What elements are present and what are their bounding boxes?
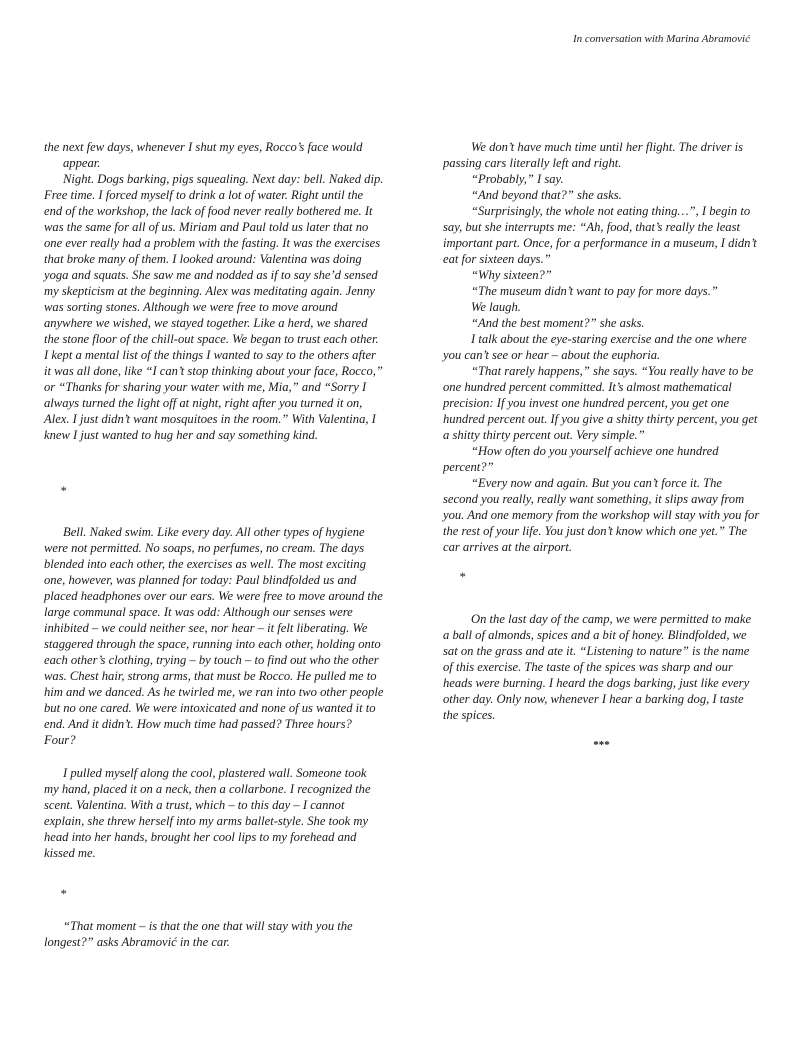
paragraph: “Why sixteen?” (471, 268, 552, 282)
paragraph: “That moment – is that the one that will stay with you the longest?” asks Abramović in the car. (44, 919, 353, 949)
section-separator: * (459, 570, 466, 584)
paragraph: “Surprisingly, the whole not eating thing…”, I begin to say, but she interrupts me: “Ah, food, that’s really the least important part. Once, for a performance in a museum, I didn’t eat for sixteen days.” (443, 204, 757, 266)
paragraph: “The museum didn’t want to pay for more days.” (471, 284, 718, 298)
paragraph: “Every now and again. But you can’t force it. The second you really, really want something, it slips away from you. And one memory from the workshop will stay with you for the rest of your life. You just don’t know which one yet.” The car arrives at the airport. (443, 476, 760, 554)
paragraph: We laugh. (471, 300, 521, 314)
paragraph: “And beyond that?” she asks. (471, 188, 622, 202)
section-separator: * (60, 484, 67, 498)
paragraph: On the last day of the camp, we were permitted to make a ball of almonds, spices and a bit of honey. Blindfolded, we sat on the grass and ate it. “Listening to nature” is the name of this exercise. The taste of the spices was sharp and our heads were burning. I heard the dogs barking, just like every other day. Only now, whenever I hear a barking dog, I taste the spices. (443, 612, 752, 722)
paragraph: “And the best moment?” she asks. (471, 316, 645, 330)
paragraph: I talk about the eye-staring exercise and the one where you can’t see or hear – about the euphoria. (443, 332, 747, 362)
end-mark: *** (593, 739, 610, 751)
paragraph: Bell. Naked swim. Like every day. All other types of hygiene were not permitted. No soaps, no perfumes, no cream. The days blended into each other, the exercises as well. The most exciting one, however, was planned for today: Paul blindfolded us and placed headphones over our ears. We were free to move around the large communal space. It was odd: Although our senses were inhibited – we could neither see, nor hear – it felt liberating. We staggered through the space, running into each other, holding onto each other’s clothing, trying – by touch – to find out who the other was. Chest hair, strong arms, that must be Rocco. He pulled me to him and we danced. As he twirled me, we ran into two other people but no one cared. We were intoxicated and none of us wanted it to end. And it didn’t. How much time had passed? Three hours? Four? (44, 525, 384, 747)
paragraph: “That rarely happens,” she says. “You really have to be one hundred percent committed. It’s almost mathematical precision: If you invest one hundred percent, you get one hundred percent out. If you give a shitty thirty percent, you get a shitty thirty percent out. Very simple.” (443, 364, 758, 442)
left-column (44, 139, 384, 950)
paragraph: Night. Dogs barking, pigs squealing. Next day: bell. Naked dip. Free time. I forced myself to drink a lot of water. Right until the end of the workshop, the lack of food never really bothered me. It was the same for all of us. Miriam and Paul told us later that no one ever really had a problem with the fasting. It was the exercises that broke many of them. I looked around: Valentina was doing yoga and squats. She saw me and nodded as if to say she’d sensed my skepticism at the beginning. Alex was meditating again. Jenny was sorting stones. Although we were free to move around anywhere we wished, we stayed together. Like a herd, we shared the stone floor of the chill-out space. We began to trust each other. I kept a mental list of the things I wanted to say to the others after it was all done, like “I can’t stop thinking about your face, Rocco,” or “Thanks for sharing your water with me, Mia,” and “Sorry I always turned the light off at night, right after you turned it on, Alex. I just didn’t want mosquitoes in the room.” With Valentina, I knew I just wanted to hug her and say something kind. (44, 172, 384, 442)
right-column (443, 139, 760, 753)
running-head: In conversation with Marina Abramović (573, 33, 750, 45)
paragraph: We don’t have much time until her flight. The driver is passing cars literally left and right. (443, 140, 744, 170)
paragraph: I pulled myself along the cool, plastered wall. Someone took my hand, placed it on a neck, then a collarbone. I recognized the scent. Valentina. With a trust, which – to this day – I cannot explain, she threw herself into my arms ballet-style. She took my head into her hands, brought her cool lips to my forehead and kissed me. (44, 766, 371, 860)
paragraph: “How often do you yourself achieve one hundred percent?” (443, 444, 719, 474)
paragraph: the next few days, whenever I shut my eyes, Rocco’s face would appear. (44, 140, 363, 170)
paragraph: “Probably,” I say. (471, 172, 564, 186)
section-separator: * (60, 887, 67, 901)
